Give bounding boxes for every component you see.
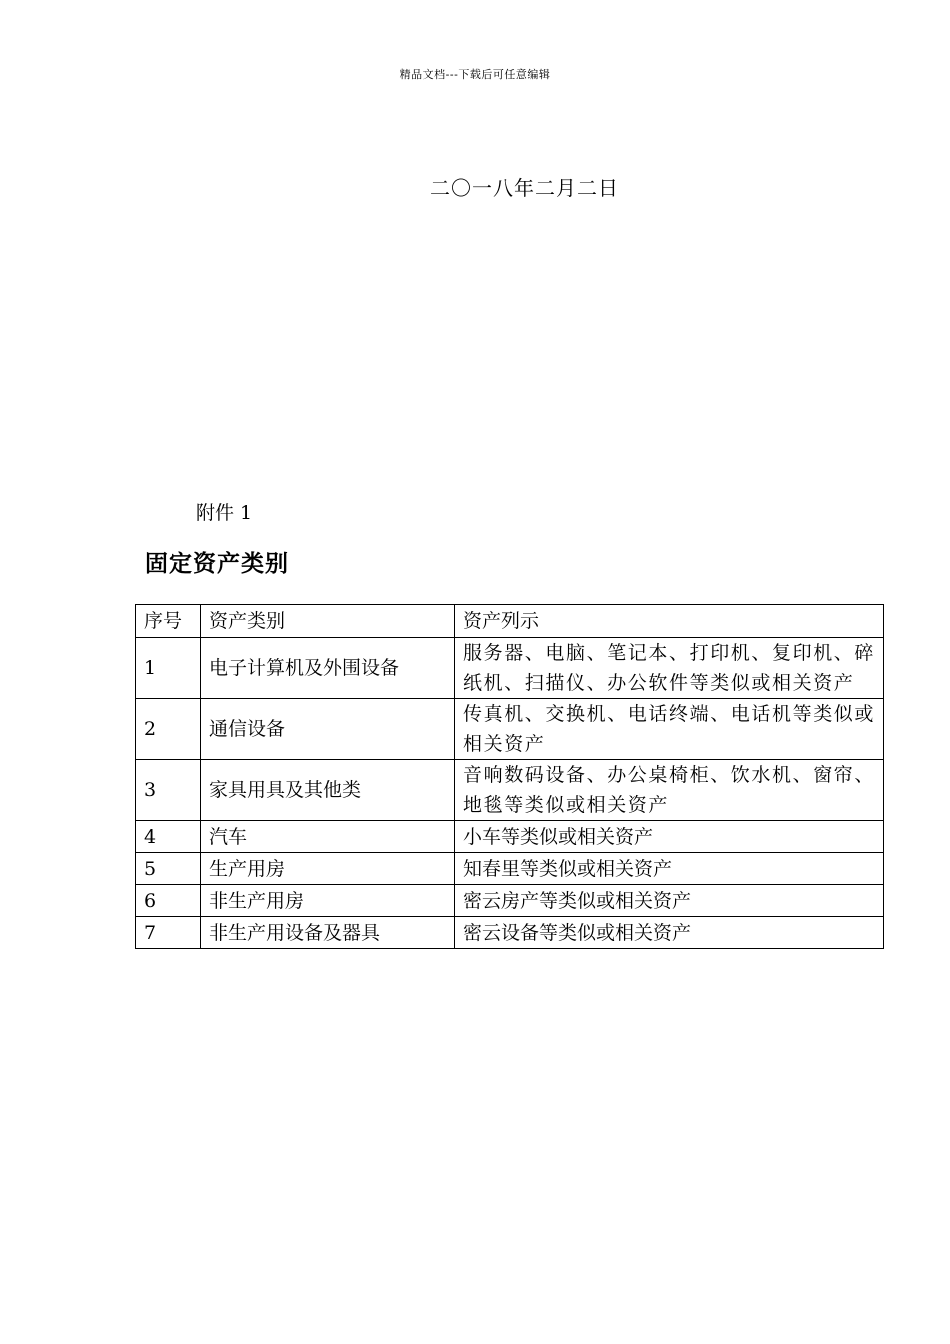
header-asset-examples: 资产列示: [455, 605, 884, 638]
attachment-label: 附件 1: [196, 502, 253, 524]
row-category: 家具用具及其他类: [201, 760, 455, 821]
header-asset-category: 资产类别: [201, 605, 455, 638]
table-row: [136, 699, 884, 760]
row-number: 4: [136, 821, 201, 853]
row-examples: 传真机、交换机、电话终端、电话机等类似或相关资产: [455, 699, 884, 760]
table-row: [136, 917, 884, 949]
table-row: [136, 853, 884, 885]
table-row: [136, 760, 884, 821]
table-row: [136, 821, 884, 853]
row-examples: 小车等类似或相关资产: [455, 821, 884, 853]
row-category: 电子计算机及外围设备: [201, 638, 455, 699]
row-number: 1: [136, 638, 201, 699]
page-header-note: 精品文档---下载后可任意编辑: [399, 68, 551, 81]
row-number: 6: [136, 885, 201, 917]
table-header-row: [136, 605, 884, 638]
row-examples: 密云房产等类似或相关资产: [455, 885, 884, 917]
row-category: 生产用房: [201, 853, 455, 885]
table-row: [136, 638, 884, 699]
fixed-asset-category-table: [135, 604, 884, 949]
row-number: 5: [136, 853, 201, 885]
header-serial-number: 序号: [136, 605, 201, 638]
row-examples: 知春里等类似或相关资产: [455, 853, 884, 885]
row-examples: 密云设备等类似或相关资产: [455, 917, 884, 949]
row-examples: 服务器、电脑、笔记本、打印机、复印机、碎纸机、扫描仪、办公软件等类似或相关资产: [455, 638, 884, 699]
row-number: 3: [136, 760, 201, 821]
row-category: 非生产用房: [201, 885, 455, 917]
section-title: 固定资产类别: [145, 550, 289, 577]
row-number: 2: [136, 699, 201, 760]
row-category: 汽车: [201, 821, 455, 853]
row-category: 非生产用设备及器具: [201, 917, 455, 949]
document-date: 二〇一八年二月二日: [430, 176, 619, 200]
table-row: [136, 885, 884, 917]
row-examples: 音响数码设备、办公桌椅柜、饮水机、窗帘、地毯等类似或相关资产: [455, 760, 884, 821]
row-number: 7: [136, 917, 201, 949]
row-category: 通信设备: [201, 699, 455, 760]
